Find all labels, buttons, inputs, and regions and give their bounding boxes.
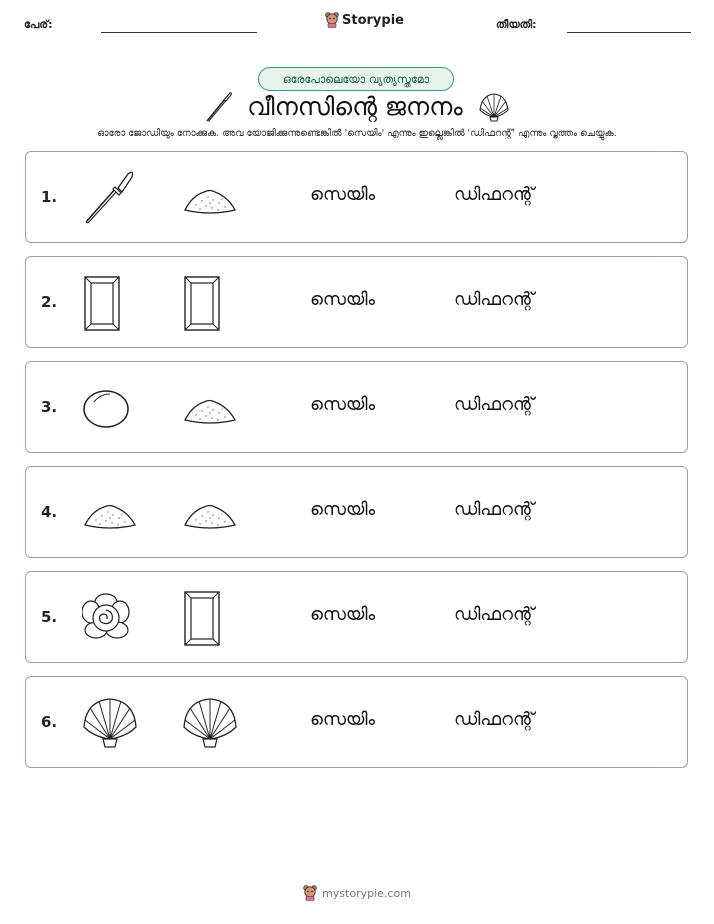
exercise-row-3 [25,361,688,453]
footer [0,885,714,901]
paintbrush-icon [82,170,138,226]
brand-name: Storypie [342,12,404,28]
storypie-logo [325,12,404,28]
sand-pile-icon [182,170,238,226]
sand-pile-icon [182,380,238,436]
instructions: ഓരോ ജോഡിയും നോക്കുക. അവ യോജിക്കുന്നുണ്ടെങ്കിൽ 'സെയിം' എന്നും ഇല്ലെങ്കിൽ 'ഡിഫറന്റ്' എന്നും വൃത്തം ചെയ്യുക. [97,128,617,139]
same-option[interactable]: സെയിം [310,289,376,310]
frame-icon [182,275,238,331]
exercise-row-6 [25,676,688,768]
row-number: 6. [41,713,58,731]
row-number: 5. [41,608,58,626]
exercise-row-5 [25,571,688,663]
name-field[interactable] [101,32,257,33]
exercise-row-4 [25,466,688,558]
row-number: 4. [41,503,58,521]
storypie-mascot-icon [325,12,339,28]
different-option[interactable]: ഡിഫറന്റ് [454,394,535,415]
different-option[interactable]: ഡിഫറന്റ് [454,499,535,520]
footer-url[interactable]: mystorypie.com [322,886,411,900]
frame-icon [82,275,138,331]
same-option[interactable]: സെയിം [310,499,376,520]
same-option[interactable]: സെയിം [310,394,376,415]
different-option[interactable]: ഡിഫറന്റ് [454,289,535,310]
title-row [0,89,714,125]
seashell-icon [477,92,511,122]
storypie-mascot-icon [303,885,317,901]
different-option[interactable]: ഡിഫറന്റ് [454,709,535,730]
different-option[interactable]: ഡിഫറന്റ് [454,604,535,625]
pearl-icon [82,380,138,436]
worksheet-type-badge: ഒരേപോലെയോ വ്യത്യസ്തമോ [258,67,454,91]
date-label: തീയതി: [496,18,537,31]
name-label: പേര്: [24,18,53,31]
different-option[interactable]: ഡിഫറന്റ് [454,184,535,205]
row-number: 3. [41,398,58,416]
same-option[interactable]: സെയിം [310,184,376,205]
exercise-row-2 [25,256,688,348]
seashell-icon [82,695,138,751]
same-option[interactable]: സെയിം [310,604,376,625]
sand-pile-icon [182,485,238,541]
paintbrush-icon [203,91,233,123]
seashell-icon [182,695,238,751]
sand-pile-icon [82,485,138,541]
rose-icon [82,590,138,646]
frame-icon [182,590,238,646]
row-number: 1. [41,188,58,206]
date-field[interactable] [567,32,691,33]
same-option[interactable]: സെയിം [310,709,376,730]
page-title: വീനസിന്റെ ജനനം [247,92,463,121]
exercise-row-1 [25,151,688,243]
row-number: 2. [41,293,58,311]
